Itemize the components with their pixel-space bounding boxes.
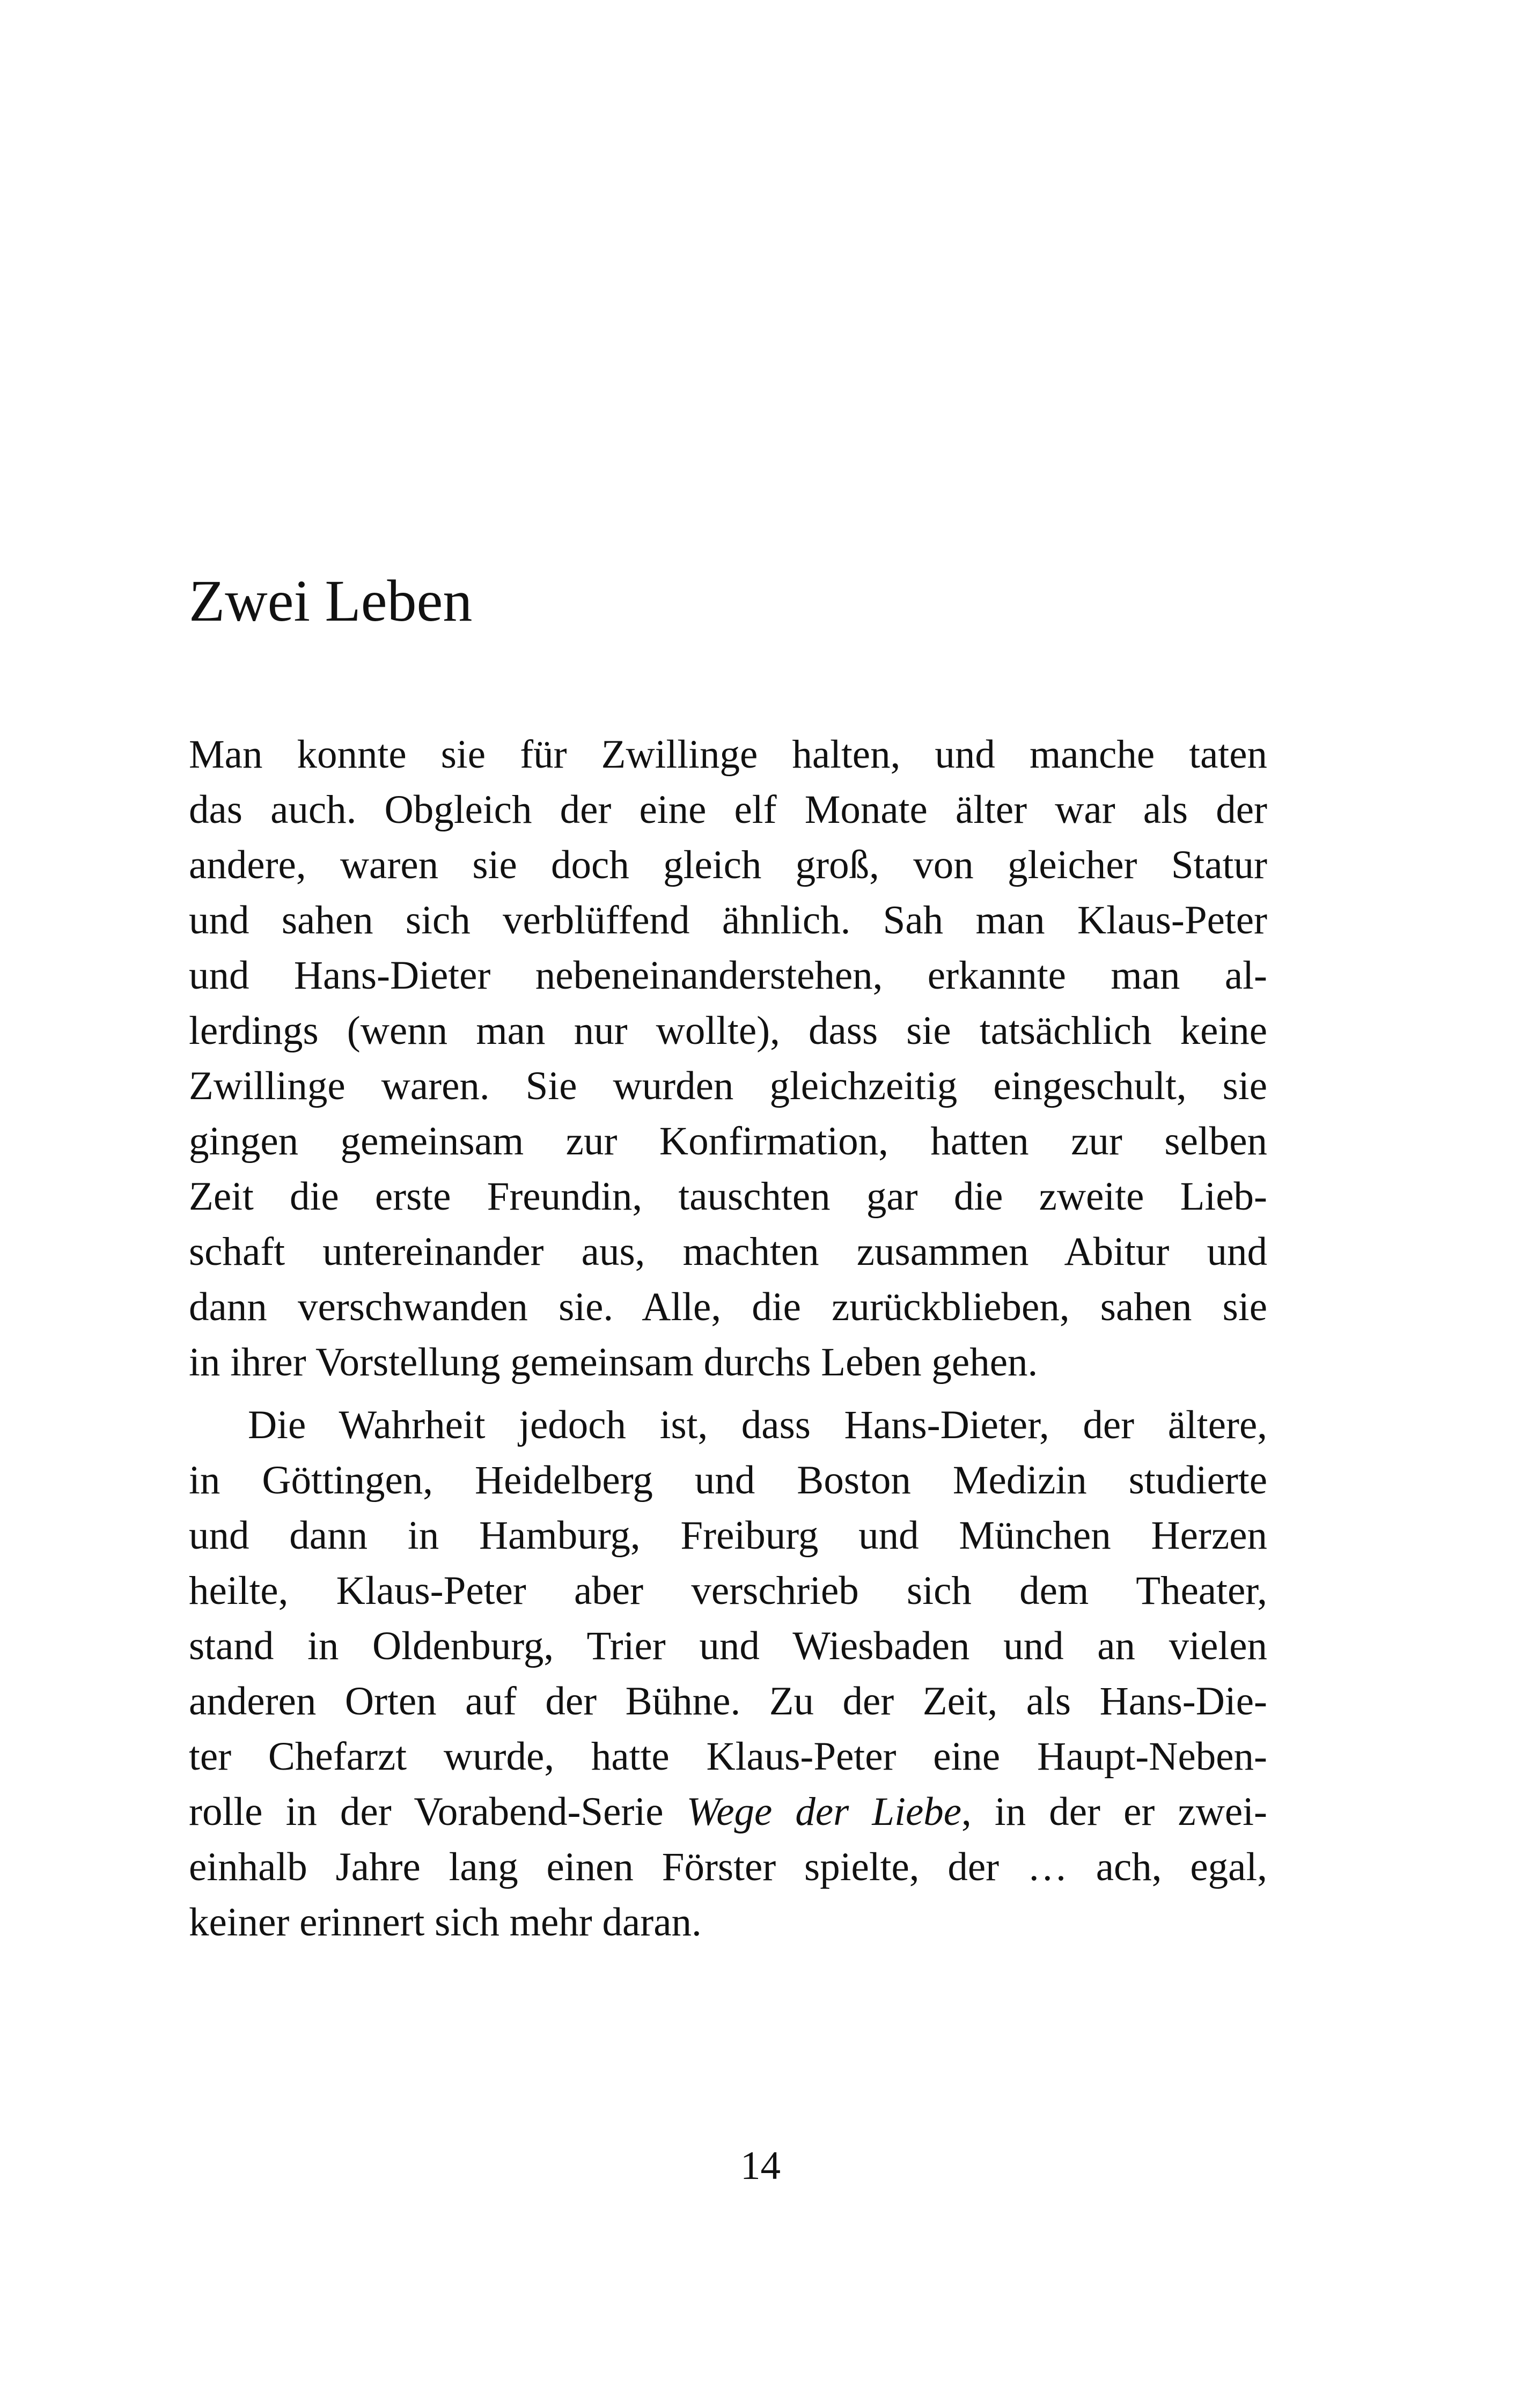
paragraph-1	[189, 727, 1267, 1390]
text-line: Die Wahrheit jedoch ist, dass Hans-Dieter, der ältere,	[248, 1403, 1267, 1447]
text-line: einhalb Jahre lang einen Förster spielte, der … ach, egal,	[189, 1845, 1267, 1889]
text-line: gingen gemeinsam zur Konfirmation, hatten zur selben	[189, 1119, 1267, 1164]
text-line: und sahen sich verblüffend ähnlich. Sah man Klaus-Peter	[189, 898, 1267, 942]
paragraph-2	[189, 1397, 1267, 1950]
text-line-with-series-title	[189, 1784, 1267, 1839]
text-line: das auch. Obgleich der eine elf Monate älter war als der	[189, 787, 1267, 832]
text-fragment: rolle in der Vorabend-Serie	[189, 1790, 687, 1834]
text-line: Zeit die erste Freundin, tauschten gar die zweite Lieb-	[189, 1174, 1267, 1219]
text-line: und dann in Hamburg, Freiburg und München Herzen	[189, 1513, 1267, 1558]
text-line: dann verschwanden sie. Alle, die zurückblieben, sahen sie	[189, 1285, 1267, 1329]
text-line: keiner erinnert sich mehr daran.	[189, 1900, 702, 1945]
text-line: andere, waren sie doch gleich groß, von gleicher Statur	[189, 843, 1267, 887]
text-line: anderen Orten auf der Bühne. Zu der Zeit, als Hans-Die-	[189, 1679, 1267, 1724]
text-line: schaft untereinander aus, machten zusammen Abitur und	[189, 1229, 1267, 1274]
text-line: Man konnte sie für Zwillinge halten, und manche taten	[189, 732, 1267, 777]
text-line: in ihrer Vorstellung gemeinsam durchs Leben gehen.	[189, 1340, 1038, 1385]
page-number: 14	[740, 2144, 781, 2188]
body-text	[189, 727, 1267, 1950]
chapter-title: Zwei Leben	[189, 568, 473, 634]
text-line: lerdings (wenn man nur wollte), dass sie tatsächlich keine	[189, 1008, 1267, 1053]
text-line: stand in Oldenburg, Trier und Wiesbaden und an vielen	[189, 1624, 1267, 1668]
text-line: heilte, Klaus-Peter aber verschrieb sich dem Theater,	[189, 1568, 1267, 1613]
text-line: Zwillinge waren. Sie wurden gleichzeitig eingeschult, sie	[189, 1064, 1267, 1108]
text-line: ter Chefarzt wurde, hatte Klaus-Peter eine Haupt-Neben-	[189, 1734, 1267, 1779]
text-line: in Göttingen, Heidelberg und Boston Medizin studierte	[189, 1458, 1267, 1503]
text-fragment: , in der er zwei-	[961, 1790, 1267, 1834]
text-line: und Hans-Dieter nebeneinanderstehen, erkannte man al-	[189, 953, 1267, 998]
series-title: Wege der Liebe	[686, 1790, 962, 1834]
